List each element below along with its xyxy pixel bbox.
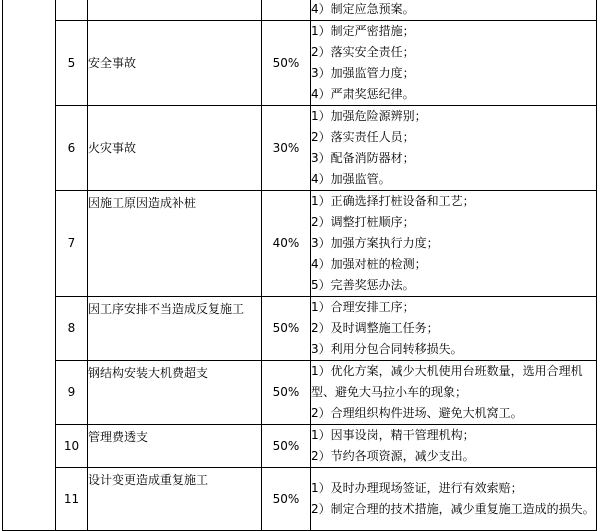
probability: 50% [262, 297, 311, 361]
risk-item: 火灾事故 [88, 106, 262, 191]
measure-line: 1）优化方案，减少大机使用台班数量，选用合理机型、避免大马拉小车的现象； [311, 364, 583, 399]
measure-line: 4）加强监管。 [311, 172, 391, 186]
countermeasures [311, 297, 597, 361]
probability: 50% [262, 468, 311, 531]
measure-line: 1）加强危险源辨别； [311, 109, 427, 123]
table-row [3, 0, 597, 21]
measure-line: 2）调整打桩顺序； [311, 215, 415, 229]
measure-line: 2）及时调整施工任务； [311, 321, 439, 335]
table-row [3, 21, 597, 106]
risk-item: 安全事故 [88, 21, 262, 106]
table-row [3, 191, 597, 297]
measure-line: 3）加强监管力度； [311, 66, 415, 80]
probability: 40% [262, 191, 311, 297]
countermeasures [311, 191, 597, 297]
probability: 50% [262, 361, 311, 425]
row-number: 11 [56, 468, 88, 531]
row-number: 6 [56, 106, 88, 191]
measure-line: 4）制定应急预案。 [311, 2, 415, 16]
probability [262, 0, 311, 21]
probability: 30% [262, 106, 311, 191]
countermeasures [311, 106, 597, 191]
risk-item: 因工序安排不当造成反复施工 [88, 297, 262, 361]
table-row [3, 468, 597, 531]
row-number: 5 [56, 21, 88, 106]
measure-line: 3）配备消防器材； [311, 151, 415, 165]
measure-line: 4）加强对桩的检测； [311, 257, 427, 271]
risk-item: 设计变更造成重复施工 [88, 468, 262, 531]
risk-item: 管理费透支 [88, 425, 262, 468]
measure-line: 4）严肃奖惩纪律。 [311, 87, 415, 101]
measure-line: 1）制定严密措施； [311, 24, 415, 38]
row-number: 8 [56, 297, 88, 361]
measure-line: 2）节约各项资源，减少支出。 [311, 449, 475, 463]
measure-line: 1）因事设岗，精干管理机构； [311, 428, 475, 442]
measure-line: 1）及时办理现场签证，进行有效索赔； [311, 481, 523, 495]
countermeasures [311, 361, 597, 425]
measure-line: 5）完善奖惩办法。 [311, 278, 415, 292]
table-row [3, 297, 597, 361]
risk-item: 因施工原因造成补桩 [88, 191, 262, 297]
measure-line: 3）利用分包合同转移损失。 [311, 342, 463, 356]
countermeasures [311, 468, 597, 531]
measure-line: 2）落实责任人员； [311, 130, 415, 144]
countermeasures [311, 0, 597, 21]
table-row [3, 106, 597, 191]
countermeasures [311, 21, 597, 106]
row-number: 9 [56, 361, 88, 425]
measure-line: 2）合理组织构件进场、避免大机窝工。 [311, 406, 523, 420]
measure-line: 3）加强方案执行力度； [311, 236, 439, 250]
probability: 50% [262, 21, 311, 106]
risk-item [88, 0, 262, 21]
row-number [56, 0, 88, 21]
row-number: 7 [56, 191, 88, 297]
table-row [3, 361, 597, 425]
measure-line: 2）制定合理的技术措施，减少重复施工造成的损失。 [311, 502, 595, 516]
measure-line: 2）落实安全责任； [311, 45, 415, 59]
risk-measures-table [2, 0, 597, 531]
probability: 50% [262, 425, 311, 468]
measure-line: 1）正确选择打桩设备和工艺； [311, 194, 475, 208]
countermeasures [311, 425, 597, 468]
measure-line: 1）合理安排工序； [311, 300, 415, 314]
blank-left-column [3, 0, 56, 531]
risk-item: 钢结构安装大机费超支 [88, 361, 262, 425]
table-row [3, 425, 597, 468]
row-number: 10 [56, 425, 88, 468]
